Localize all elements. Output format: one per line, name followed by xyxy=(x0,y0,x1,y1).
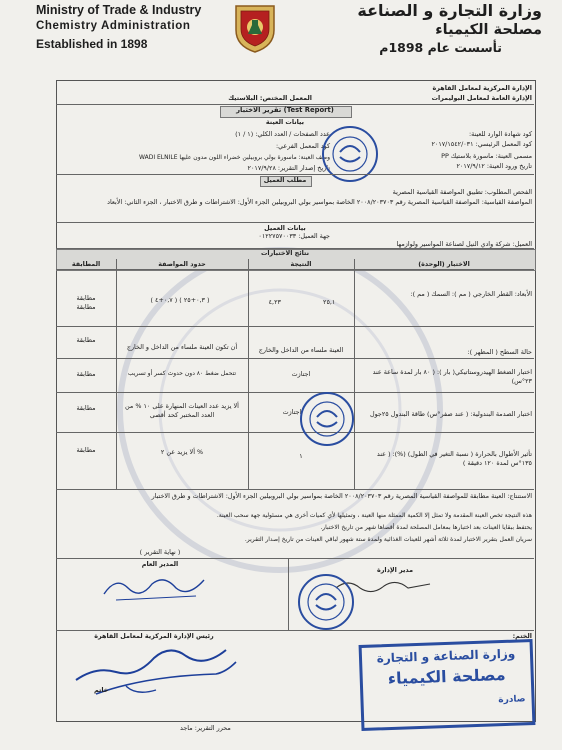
exam-request: الفحص المطلوب: تطبيق المواصفة القياسية المصرية xyxy=(392,188,532,196)
header-ar-established: تأسست عام 1898م xyxy=(379,40,502,55)
head-signature xyxy=(66,636,246,706)
sample-data-label: بيانات العينة xyxy=(265,118,305,126)
col-header-match: المطابقة xyxy=(71,260,101,268)
header-ar-admin: مصلحة الكيمياء xyxy=(435,22,542,38)
header-en-admin: Chemistry Administration xyxy=(36,20,191,32)
head-label: رئيس الإدارة المركزية لمعامل القاهرة xyxy=(94,632,214,640)
writer-label: خاتم xyxy=(94,686,109,694)
table-row-result: اجتازت xyxy=(291,370,311,378)
main-lab-code: كود المعمل الرئيسي: ٢٠١٧/١٥٤٢/٠٣١ xyxy=(431,140,532,148)
sample-name: مسمى العينة: ماسورة بلاستيك PP xyxy=(441,152,532,160)
report-writer: محرر التقرير: ماجد xyxy=(180,724,231,732)
client-data-label: بيانات العميل xyxy=(264,224,306,232)
table-row-match: مطابقة xyxy=(76,446,96,454)
admin-central: الإدارة المركزية لمعامل القاهرة xyxy=(432,84,532,92)
admin-lab: المعمل المختص: البلاستيك xyxy=(228,94,312,102)
col-header-test: الاختبار (الوحدة) xyxy=(418,260,470,268)
header-en-established: Established in 1898 xyxy=(36,37,148,51)
table-row-limit: تتحمل ضغط ٨٠ دون حدوث كسر أو تسريب xyxy=(127,370,237,377)
client-request-label: مطلب العميل xyxy=(263,176,307,184)
table-row-test: تأثير الأطوال بالحرارة ( نسبة التغير في الطول) (%): ( عند ١٣٥°س لمدة ١٢٠ دقيقة ) xyxy=(376,450,532,467)
client-name: العميل: شركة وادي النيل لصناعة المواسير ولوازمها xyxy=(396,240,532,248)
stamp-line-2: مصلحة الكيمياء xyxy=(387,664,506,689)
stamp-line-1: وزارة الصناعة و التجارة xyxy=(376,646,516,666)
round-stamp-bottom xyxy=(296,572,356,632)
conclusion-note-3: سريان العمل بتقرير الاختبار لمدة ثلاثة أشهر للعينات الغذائية ولمدة ستة شهور لباقي العينات من تاريخ إصدار التقرير. xyxy=(244,536,532,543)
table-row-test: اختبار الصدمة البندولية: ( عند صفر°س) طاقة البندول ٢٥جول xyxy=(369,410,532,418)
round-stamp-middle xyxy=(298,390,356,448)
chemistry-seal-logo xyxy=(232,2,278,54)
header-ar-ministry: وزارة التجارة و الصناعة xyxy=(357,1,542,20)
table-row-match: مطابقة xyxy=(76,404,96,412)
general-manager-label: المدير العام xyxy=(141,560,179,568)
client-entity: جهة العميل: ٠١٢٢٧٥٧٠٠٣٣ xyxy=(258,232,330,240)
table-row-test: حالة السطح ( المظهر ): xyxy=(467,348,532,356)
issue-date: تاريخ إصدار التقرير: ٢٠١٧/٩/٢٨ xyxy=(247,164,330,172)
pages-count: عدد الصفحات / العدد الكلي: (١ / ١) xyxy=(235,130,330,138)
table-row-result: ١ xyxy=(299,452,303,460)
admin-general: الإدارة العامة لمعامل البوليمرات xyxy=(431,94,532,102)
report-title: تقرير الاختبار (Test Report) xyxy=(236,106,334,114)
cert-code: كود شهادة الوارد للعينة: xyxy=(468,130,532,138)
table-row-match: مطابقة xyxy=(76,370,96,378)
table-row-test: الأبعاد: القطر الخارجي ( مم ): السمك ( مم ): xyxy=(410,290,532,298)
conclusion-text: الاستنتاج: العينة مطابقة للمواصفة القياسية المصرية رقم ٢٠٠٨/٢٠٣٧٠٣ الخاصة بمواسير بولي البروبيلين الجزء الأول: الاشتراطات و طرق الاختبار xyxy=(151,492,532,500)
header-en-ministry: Ministry of Trade & Industry xyxy=(36,3,202,17)
arrival-date: تاريخ ورود العينة: ٢٠١٧/٩/١٢ xyxy=(456,162,532,170)
table-row-limit: ( ٠,٣+٢٥ ) ( ٠,٧+٤ ) xyxy=(150,296,210,304)
table-row-limit: أن تكون العينة ملساء من الداخل و الخارج xyxy=(126,343,238,351)
results-label: نتائج الاختبارات xyxy=(260,249,310,257)
table-row-result: اجتازت xyxy=(282,408,302,416)
general-manager-signature xyxy=(96,566,216,606)
table-row-limit: ألا يزيد عن ٢ % xyxy=(160,448,204,456)
table-row-result: ٢٥,١ ٤,٢٣ xyxy=(268,298,336,306)
table-row-test: اختبار الضغط الهيدروستاتيكي( بار ): ( ٨٠ بار لمدة ساعة عند ٢٣°س) xyxy=(372,368,532,385)
table-row-match: مطابقة مطابقة xyxy=(76,294,96,311)
standard-spec: المواصفة القياسية: المواصفة القياسية المصرية رقم ٢٠٠٨/٢٠٣٧٠٣ الخاصة بمواسير بولي البروبيلين الجزء الأول: الاشتراطات و طرق الاختبار ، الجزء الثاني: الأبعاد xyxy=(107,198,532,206)
table-row-limit: ألا يزيد عدد العينات المنهارة على ١٠ % من العدد المختبر كحد أقصى xyxy=(125,402,239,419)
table-row-match: مطابقة xyxy=(76,336,96,344)
manager-label: مدير الإدارة xyxy=(376,566,414,574)
stamp-label: الختم: xyxy=(512,632,532,640)
conclusion-note-1: هذه النتيجة تخص العينة المقدمة ولا تمثل إلا الكمية الممثلة منها العينة ، وتمثيلها لأي كميات أخرى هي مسئولية جهة سحب العينة. xyxy=(216,512,532,519)
rectangular-stamp xyxy=(359,639,536,731)
conclusion-note-2: يحتفظ ببقايا العينات بعد اختبارها بمعامل المصلحة لمدة أقصاها شهر من تاريخ الاختبار. xyxy=(320,524,532,531)
sub-lab-code: كود المعمل الفرعي: xyxy=(275,142,330,150)
table-row-result: العينة ملساء من الداخل والخارج xyxy=(258,346,344,354)
stamp-line-3: صادرة xyxy=(498,694,526,706)
end-of-report: ( نهاية التقرير ) xyxy=(139,548,181,556)
col-header-result: النتيجة xyxy=(290,260,312,268)
sample-desc: وصف العينة: ماسورة بولي بروبيلين خضراء اللون مدون عليها WADI ELNILE xyxy=(138,154,330,161)
col-header-limit: حدود المواصفة xyxy=(158,260,206,268)
